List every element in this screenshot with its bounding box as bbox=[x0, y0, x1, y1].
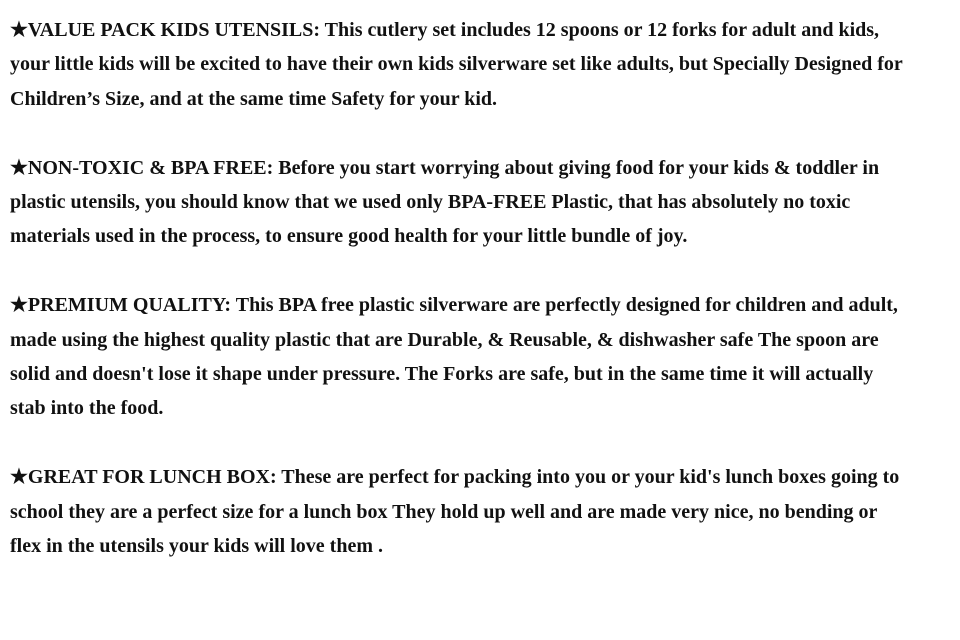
feature-paragraph-value-pack: ★VALUE PACK KIDS UTENSILS: This cutlery set includes 12 spoons or 12 forks for adult and kids, your little kids will be excited to have their own kids silverware set like adults, but Specially Designed for Children’s Size, and at the same time Safety for your kid. bbox=[10, 19, 903, 110]
product-description bbox=[10, 13, 910, 563]
feature-paragraph-non-toxic: ★NON-TOXIC & BPA FREE: Before you start worrying about giving food for your kids & toddler in plastic utensils, you should know that we used only BPA-FREE Plastic, that has absolutely no toxic materials used in the process, to ensure good health for your little bundle of joy. bbox=[10, 156, 880, 248]
feature-paragraph-premium-quality: ★PREMIUM QUALITY: This BPA free plastic silverware are perfectly designed for children and adult, made using the highest quality plastic that are Durable, & Reusable, & dishwasher safe The spoon are solid and doesn't lose it shape under pressure. The Forks are safe, but in the same time it will actually stab into the food. bbox=[10, 294, 898, 420]
feature-paragraph-lunch-box: ★GREAT FOR LUNCH BOX: These are perfect for packing into you or your kid's lunch boxes going to school they are a perfect size for a lunch box They hold up well and are made very nice, no bending or flex in the utensils your kids will love them . bbox=[10, 466, 900, 558]
